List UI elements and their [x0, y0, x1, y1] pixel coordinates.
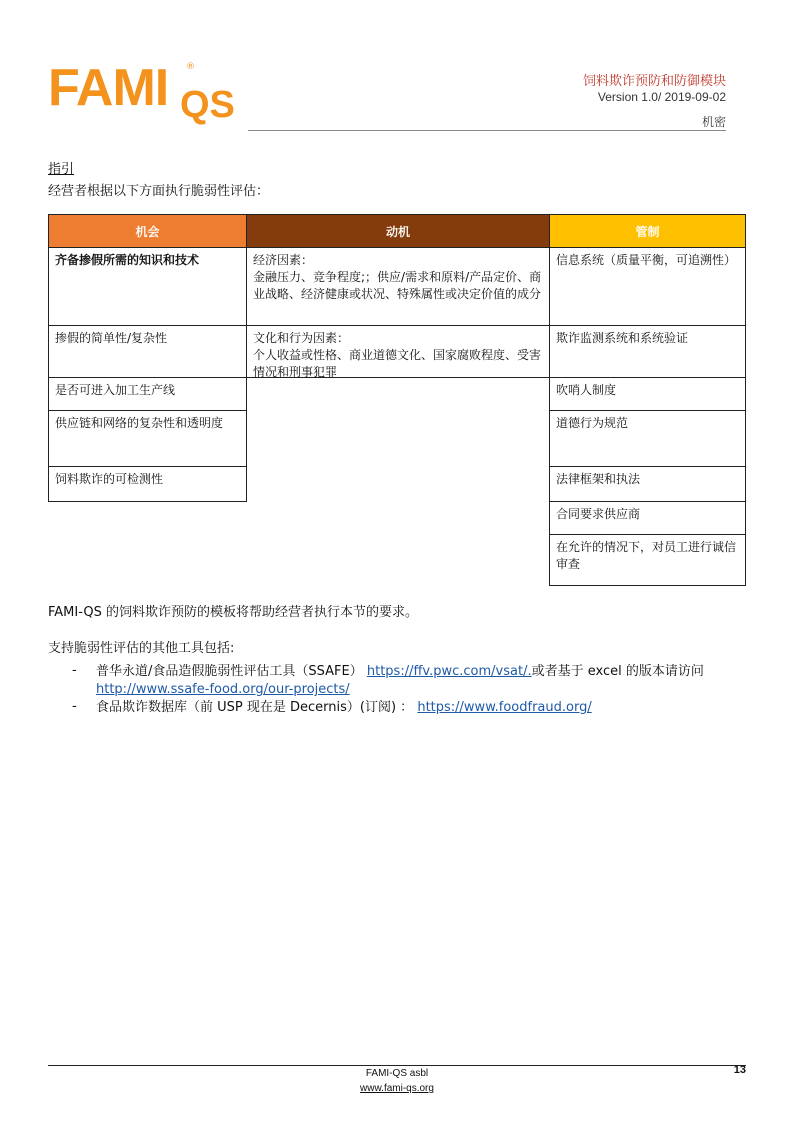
opportunity-cell: 饲料欺诈的可检测性 [48, 466, 247, 502]
ssafe-projects-link[interactable]: http://www.ssafe-food.org/our-projects/ [96, 682, 350, 697]
opportunity-cell [48, 247, 247, 326]
table-header-motivation: 动机 [246, 214, 550, 248]
control-cell: 在允许的情况下，对员工进行诚信审查 [549, 534, 746, 586]
motivation-cell-economic [246, 247, 550, 326]
footer-divider [48, 1065, 746, 1066]
header-version: Version 1.0/ 2019-09-02 [597, 90, 726, 104]
control-cell: 合同要求供应商 [549, 501, 746, 535]
ssafe-pwc-link[interactable]: https://ffv.pwc.com/vsat/. [366, 664, 532, 679]
logo-registered-mark: ® [186, 62, 195, 72]
fami-qs-logo [48, 59, 248, 126]
guide-title: 指引 [48, 162, 75, 177]
page-number: 13 [733, 1064, 746, 1076]
template-note: FAMI-QS 的饲料欺诈预防的模板将帮助经营者执行本节的要求。 [48, 605, 419, 620]
motivation-heading: 经济因素： [253, 253, 314, 267]
guide-intro: 经营者根据以下方面执行脆弱性评估： [48, 184, 270, 199]
foodfraud-link[interactable]: https://www.foodfraud.org/ [417, 700, 592, 715]
table-header-control: 管制 [549, 214, 746, 248]
logo-qs-text: QS [180, 84, 235, 126]
opportunity-item: 齐备掺假所需的知识和技术 [55, 253, 200, 267]
tool-ssafe-excel-text: 或者基于 excel 的版本请访问 [531, 664, 704, 679]
opportunity-cell: 掺假的简单性/复杂性 [48, 325, 247, 378]
control-cell: 道德行为规范 [549, 410, 746, 467]
opportunity-cell: 供应链和网络的复杂性和透明度 [48, 410, 247, 467]
motivation-body: 金融压力、竞争程度;；供应/需求和原料/产品定价、商业战略、经济健康或状况、特殊属性或决定价值的成分 [253, 270, 542, 301]
footer-url-link[interactable]: www.fami-qs.org [360, 1083, 434, 1094]
footer-org: FAMI-QS asbl [365, 1068, 429, 1079]
tool-bullet-ssafe [96, 663, 746, 699]
table-header-opportunity: 机会 [48, 214, 247, 248]
logo-fami-text: FAMI [48, 59, 169, 117]
opportunity-cell: 是否可进入加工生产线 [48, 377, 247, 411]
tool-bullet-foodfraud [96, 699, 746, 717]
motivation-body: 个人收益或性格、商业道德文化、国家腐败程度、受害情况和刑事犯罪 [253, 348, 542, 378]
control-cell: 法律框架和执法 [549, 466, 746, 502]
control-cell: 吹哨人制度 [549, 377, 746, 411]
bullet-marker: - [72, 663, 77, 678]
motivation-cell-cultural [246, 325, 550, 378]
bullet-marker: - [72, 699, 77, 714]
header-title: 饲料欺诈预防和防御模块 [582, 74, 726, 89]
tool-foodfraud-text: 食品欺诈数据库（前 USP 现在是 Decernis）(订阅) ： [96, 700, 414, 715]
control-cell: 信息系统（质量平衡，可追溯性） [549, 247, 746, 326]
footer-url [0, 1083, 794, 1094]
control-cell: 欺诈监测系统和系统验证 [549, 325, 746, 378]
tool-ssafe-text: 普华永道/食品造假脆弱性评估工具（SSAFE） [96, 664, 363, 679]
header-divider [248, 130, 726, 131]
motivation-heading: 文化和行为因素： [253, 331, 350, 345]
header-confidential: 机密 [701, 115, 726, 129]
tools-intro: 支持脆弱性评估的其他工具包括: [48, 641, 235, 656]
